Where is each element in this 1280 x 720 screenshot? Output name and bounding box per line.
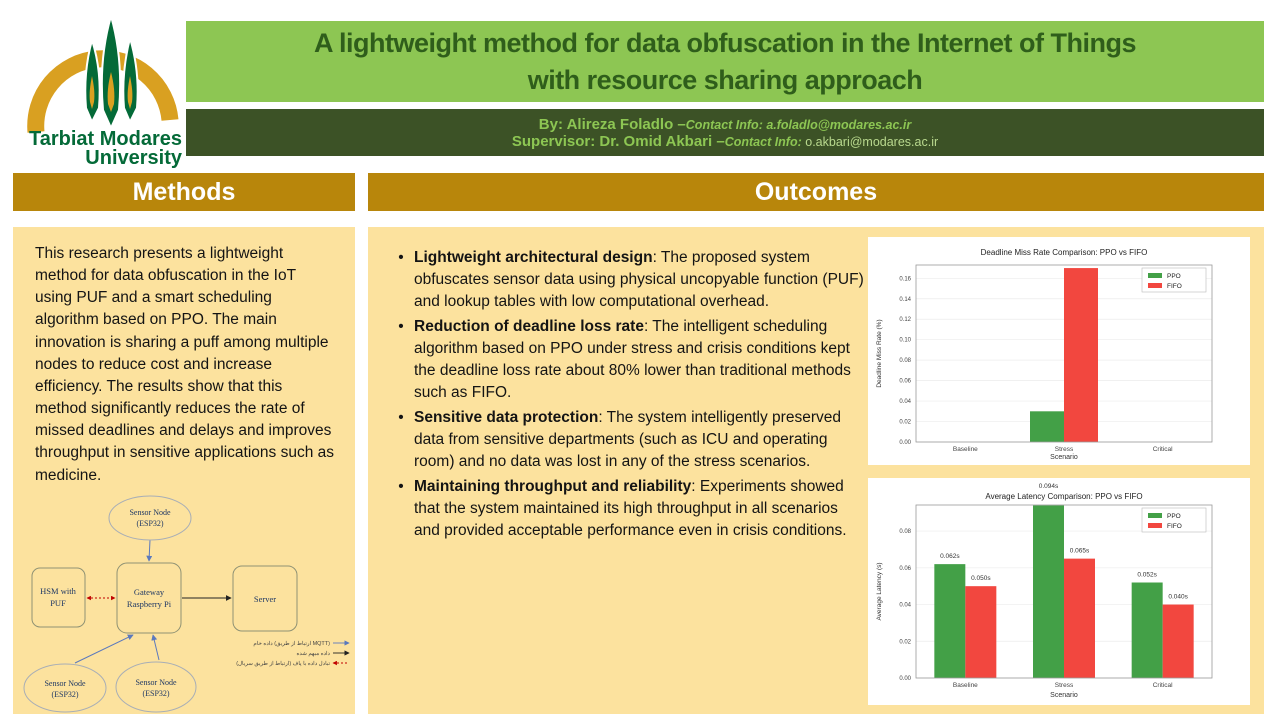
- y-tick-label: 0.06: [899, 565, 911, 572]
- methods-paragraph: This research presents a lightweight method for data obfuscation in the IoT using PUF and a smart scheduling algorithm based on PPO. The main innovation is sharing a puff among multiple nodes to reduce cost and increase efficiency. The results show that this method significantly reduces the rate of missed deadlines and delays and improves throughput in sensitive applications such as medicine.: [35, 245, 334, 484]
- svg-text:HSM with: HSM with: [40, 586, 76, 596]
- node-server: [233, 566, 297, 631]
- node-hsm-puf: [32, 568, 85, 627]
- deadline-miss-rate-chart: [868, 237, 1250, 465]
- x-tick-label: Critical: [1152, 446, 1173, 453]
- outcome-bullet: [388, 316, 866, 404]
- bar-value-label: 0.050s: [971, 575, 991, 583]
- svg-text:(ESP32): (ESP32): [142, 689, 170, 698]
- bullet-text: Reduction of deadline loss rate: The intelligent scheduling algorithm based on PPO under stress and crisis conditions kept the deadline loss rate about 80% lower than traditional methods such as FIFO.: [414, 318, 851, 401]
- chart-title: Average Latency Comparison: PPO vs FIFO: [985, 492, 1143, 501]
- bar-value-label: 0.062s: [940, 553, 960, 561]
- svg-text:FIFO: FIFO: [1167, 283, 1182, 290]
- bar-chart-svg: [868, 237, 1250, 465]
- supervisor-email: o.akbari@modares.ac.ir: [805, 134, 939, 149]
- svg-text:Gateway: Gateway: [133, 587, 165, 597]
- node-sensor-bottom-left: [24, 664, 106, 712]
- y-tick-label: 0.00: [899, 440, 911, 446]
- bar-PPO-Stress: [1033, 505, 1064, 678]
- chart-xlabel: Scenario: [1050, 454, 1078, 461]
- svg-text:PPO: PPO: [1167, 273, 1181, 280]
- bar-PPO-Baseline: [934, 564, 965, 678]
- svg-text:FIFO: FIFO: [1167, 523, 1182, 530]
- legend-obfuscated: داده مبهم شده: [296, 651, 330, 657]
- logo-cypress-trees: [85, 16, 137, 128]
- legend-raw-mqtt: داده خام (ارتباط از طریق MQTT): [253, 641, 330, 647]
- methods-section-header: Methods: [13, 173, 355, 211]
- bar-PPO-Stress: [1030, 411, 1064, 442]
- bar-chart-svg: [868, 478, 1250, 705]
- bar-value-label: 0.052s: [1137, 571, 1157, 579]
- poster-title-line2: with resource sharing approach: [527, 64, 923, 95]
- y-tick-label: 0.10: [899, 337, 911, 344]
- y-tick-label: 0.00: [899, 676, 911, 682]
- supervisor-line: Supervisor: Dr. Omid Akbari –Contact Info: o.akbari@modares.ac.ir: [511, 132, 939, 150]
- chart-ylabel: Deadline Miss Rate (%): [876, 319, 883, 388]
- poster-title-line1: A lightweight method for data obfuscation in the Internet of Things: [314, 28, 1136, 59]
- svg-text:Raspberry Pi: Raspberry Pi: [126, 599, 172, 609]
- bullet-glyph: •: [398, 409, 404, 426]
- svg-text:Sensor Node: Sensor Node: [44, 679, 86, 688]
- y-tick-label: 0.02: [899, 639, 911, 646]
- bullet-text: Sensitive data protection: The system intelligently preserved data from sensitive departments (such as ICU and operating room) and no data was lost in any of the stress scenarios.: [414, 409, 841, 470]
- bullet-glyph: •: [398, 249, 404, 266]
- y-tick-label: 0.06: [899, 378, 911, 385]
- chart-xlabel: Scenario: [1050, 692, 1078, 699]
- bar-value-label: 0.065s: [1069, 547, 1090, 555]
- node-gateway: [117, 563, 181, 633]
- bar-value-label: 0.040s: [1168, 593, 1188, 601]
- bar-PPO-Critical: [1132, 583, 1163, 678]
- bar-value-label: 0.094s: [1038, 483, 1059, 490]
- x-tick-label: Critical: [1152, 682, 1173, 689]
- node-sensor-top: [109, 496, 191, 540]
- svg-text:PPO: PPO: [1167, 513, 1181, 520]
- bullet-glyph: •: [398, 318, 404, 335]
- university-logo: [22, 10, 200, 168]
- title-banner: [186, 21, 1264, 102]
- svg-text:PUF: PUF: [50, 598, 66, 608]
- outcomes-bullet-list: [388, 247, 866, 545]
- y-tick-label: 0.02: [899, 419, 911, 426]
- x-tick-label: Stress: [1054, 446, 1074, 453]
- bar-FIFO-Critical: [1163, 605, 1194, 678]
- svg-text:Sensor Node: Sensor Node: [135, 678, 177, 687]
- edge-sensorbl-gateway: [75, 635, 133, 663]
- author-email: a.foladlo@modares.ac.ir: [766, 117, 912, 132]
- logo-text-line2: University: [85, 147, 182, 168]
- chart-legend: [1142, 508, 1206, 532]
- y-tick-label: 0.04: [899, 399, 911, 406]
- logo-text-line1: Tarbiat Modares: [29, 128, 182, 150]
- svg-text:(ESP32): (ESP32): [136, 519, 164, 528]
- diagram-legend: [236, 640, 349, 667]
- bullet-text: Lightweight architectural design: The proposed system obfuscates sensor data using physical uncopyable function (PUF) and lookup tables with low computational overhead.: [414, 249, 864, 310]
- outcome-bullet: [388, 476, 866, 542]
- chart-title: Deadline Miss Rate Comparison: PPO vs FIFO: [980, 248, 1148, 257]
- outcomes-section-header: Outcomes: [368, 173, 1264, 211]
- svg-text:Sensor Node: Sensor Node: [129, 508, 171, 517]
- bar-FIFO-Baseline: [965, 586, 996, 678]
- methods-panel: [13, 227, 355, 714]
- outcomes-panel: [368, 227, 1264, 714]
- legend-puf-serial: تبادل داده با پاف (ارتباط از طریق سریال): [236, 661, 330, 667]
- chart-legend: [1142, 268, 1206, 292]
- author-line: By: Alireza Foladlo –Contact Info: a.foladlo@modares.ac.ir: [538, 115, 912, 133]
- y-tick-label: 0.16: [899, 276, 911, 283]
- outcome-bullet: [388, 407, 866, 473]
- svg-text:Server: Server: [253, 594, 277, 604]
- outcome-bullet: [388, 247, 866, 313]
- chart-ylabel: Average Latency (s): [876, 562, 883, 621]
- average-latency-chart: [868, 478, 1250, 705]
- bar-FIFO-Stress: [1064, 559, 1095, 678]
- edge-sensortop-gateway: [149, 540, 150, 561]
- x-tick-label: Stress: [1054, 682, 1074, 689]
- bullet-text: Maintaining throughput and reliability: Experiments showed that the system maintained its high throughput in all scenarios and provided acceptable performance even in crisis conditions.: [414, 478, 847, 539]
- bullet-glyph: •: [398, 478, 404, 495]
- edge-sensorbm-gateway: [153, 635, 159, 660]
- x-tick-label: Baseline: [952, 682, 978, 689]
- y-tick-label: 0.08: [899, 358, 911, 365]
- y-tick-label: 0.04: [899, 602, 911, 609]
- svg-text:(ESP32): (ESP32): [51, 690, 79, 699]
- y-tick-label: 0.14: [899, 296, 911, 303]
- node-sensor-bottom-mid: [116, 662, 196, 712]
- y-tick-label: 0.08: [899, 529, 911, 536]
- y-tick-label: 0.12: [899, 317, 911, 324]
- bar-FIFO-Stress: [1064, 268, 1098, 442]
- x-tick-label: Baseline: [952, 446, 978, 453]
- architecture-diagram: [13, 482, 355, 714]
- byline-band: [186, 109, 1264, 156]
